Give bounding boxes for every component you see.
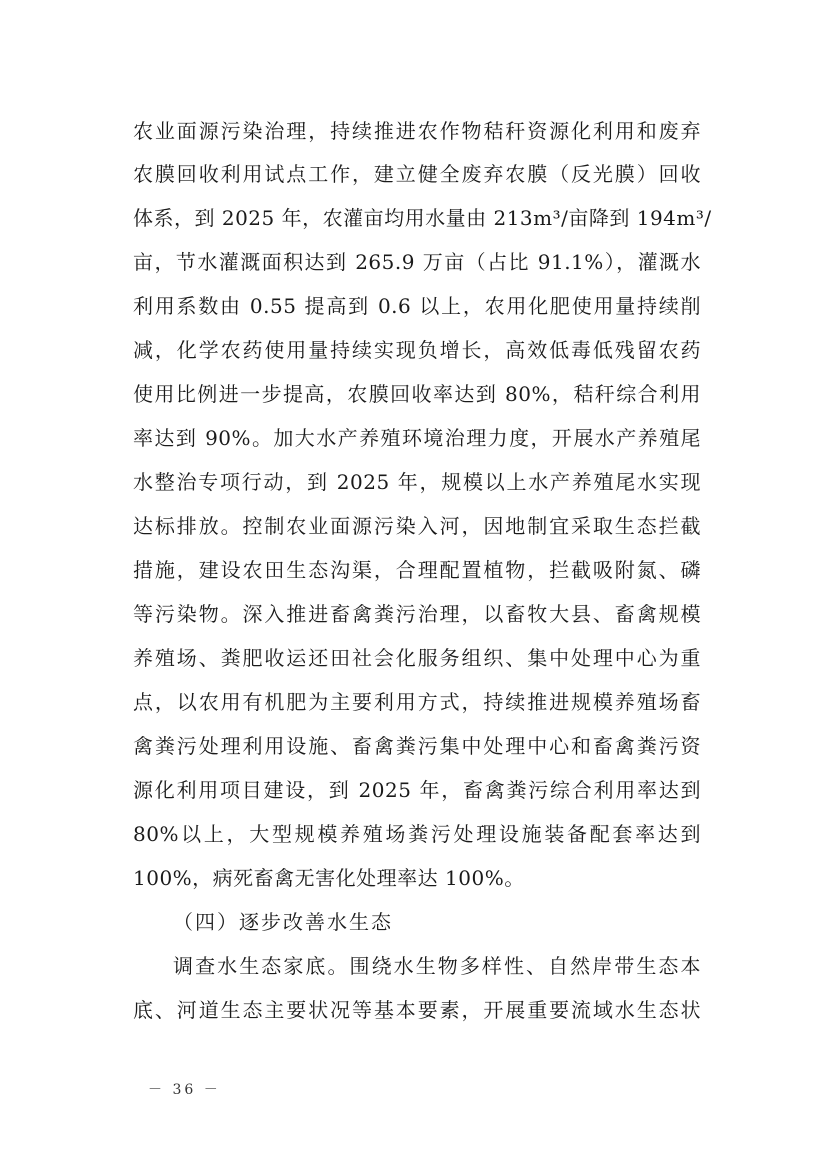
page-number: － 36 －: [148, 1082, 221, 1098]
body-text-line: 80%以上，大型规模养殖场粪污处理设施装备配套率达到: [133, 822, 701, 846]
body-text-line: 底、河道生态主要状况等基本要素，开展重要流域水生态状: [133, 998, 701, 1022]
body-text-line: 调查水生态家底。围绕水生物多样性、自然岸带生态本: [173, 954, 701, 978]
body-text-line: 使用比例进一步提高，农膜回收率达到 80%，秸秆综合利用: [133, 382, 701, 406]
body-text-line: 养殖场、粪肥收运还田社会化服务组织、集中处理中心为重: [133, 646, 701, 670]
body-text-line: 减，化学农药使用量持续实现负增长，高效低毒低残留农药: [133, 338, 701, 362]
body-text-line: 体系，到 2025 年，农灌亩均用水量由 213m³/亩降到 194m³/: [133, 206, 712, 230]
body-text-line: 利用系数由 0.55 提高到 0.6 以上，农用化肥使用量持续削: [133, 294, 701, 318]
section-heading: （四）逐步改善水生态: [173, 910, 393, 934]
body-text-line: 水整治专项行动，到 2025 年，规模以上水产养殖尾水实现: [133, 470, 701, 494]
body-text-line: 100%，病死畜禽无害化处理率达 100%。: [133, 866, 525, 890]
body-text-line: 达标排放。控制农业面源污染入河，因地制宜采取生态拦截: [133, 514, 701, 538]
body-text-line: 点，以农用有机肥为主要利用方式，持续推进规模养殖场畜: [133, 690, 701, 714]
body-text-line: 亩，节水灌溉面积达到 265.9 万亩（占比 91.1%），灌溉水: [133, 250, 701, 274]
body-text-line: 禽粪污处理利用设施、畜禽粪污集中处理中心和畜禽粪污资: [133, 734, 701, 758]
body-text-line: 源化利用项目建设，到 2025 年，畜禽粪污综合利用率达到: [133, 778, 701, 802]
body-text-line: 率达到 90%。加大水产养殖环境治理力度，开展水产养殖尾: [133, 426, 701, 450]
body-text-line: 措施，建设农田生态沟渠，合理配置植物，拦截吸附氮、磷: [133, 558, 701, 582]
body-text-line: 农业面源污染治理，持续推进农作物秸秆资源化利用和废弃: [133, 119, 701, 143]
body-text-line: 农膜回收利用试点工作，建立健全废弃农膜（反光膜）回收: [133, 162, 701, 186]
body-text-line: 等污染物。深入推进畜禽粪污治理，以畜牧大县、畜禽规模: [133, 602, 701, 626]
